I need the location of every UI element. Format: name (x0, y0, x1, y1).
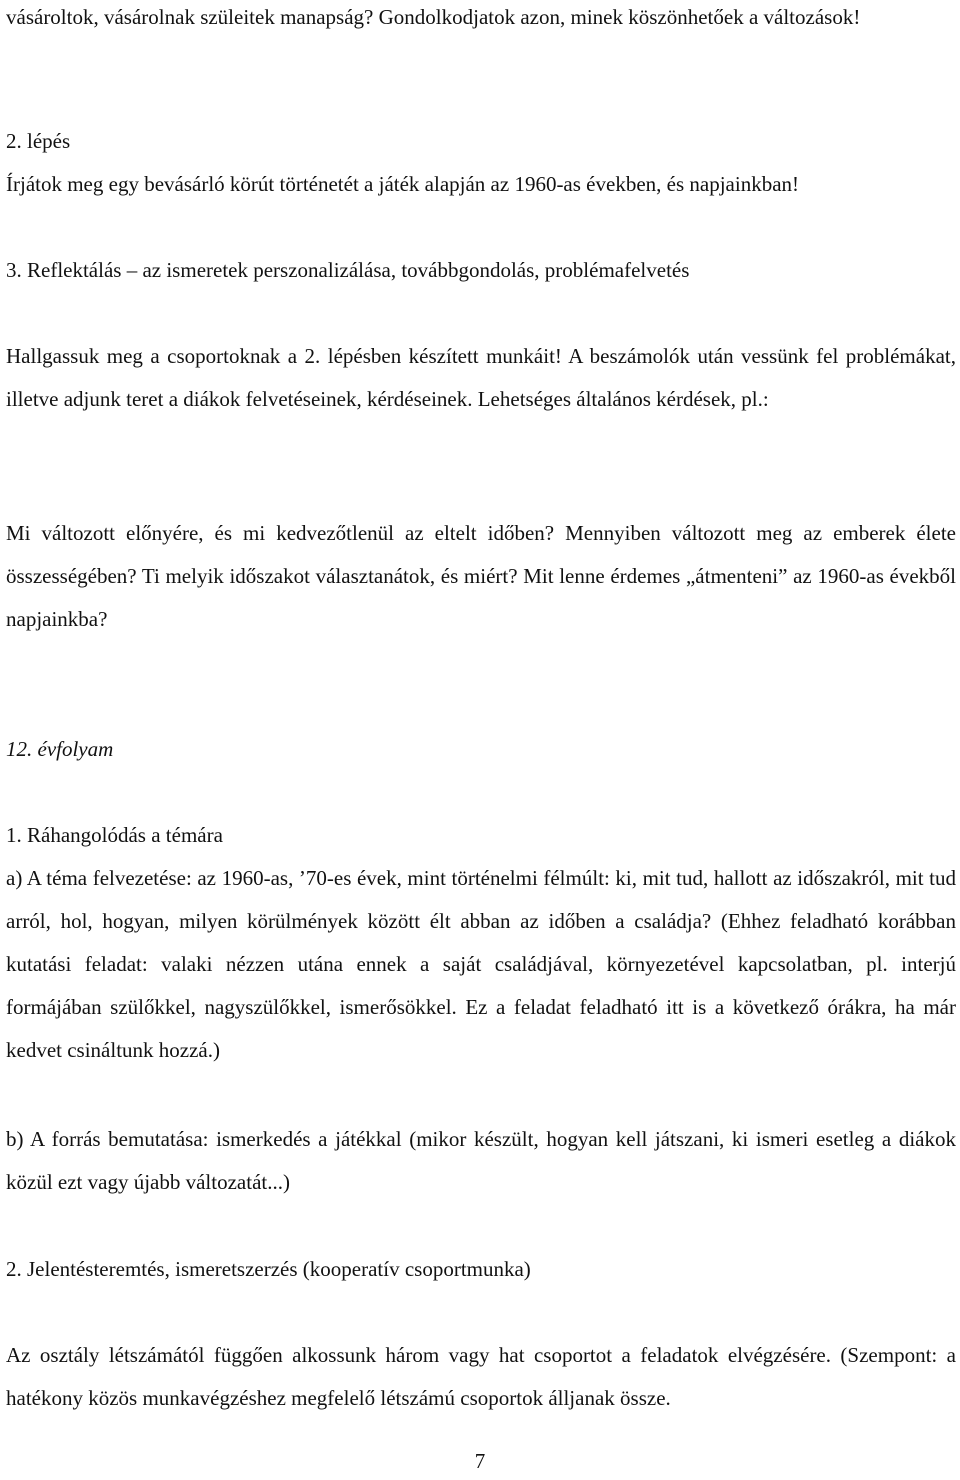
section3-heading: 3. Reflektálás – az ismeretek perszonalizálása, továbbgondolás, problémafelvetés (6, 258, 690, 282)
step2-heading: 2. lépés (6, 129, 71, 153)
item-b-paragraph: b) A forrás bemutatása: ismerkedés a játékkal (mikor készült, hogyan kell játszani, ki ismeri esetleg a diákok közül ezt vagy újabb változatát...) (6, 1127, 956, 1194)
section2-paragraph: Az osztály létszámától függően alkossunk három vagy hat csoportot a feladatok elvégzésére. (Szempont: a hatékony közös munkavégzéshez megfelelő létszámú csoportok álljanak össze. (6, 1343, 956, 1410)
step2-text: Írjátok meg egy bevásárló körút történetét a játék alapján az 1960-as években, és napjainkban! (6, 172, 800, 196)
section3-paragraph: Hallgassuk meg a csoportoknak a 2. lépésben készített munkáit! A beszámolók után vessünk fel problémákat, illetve adjunk teret a diákok felvetéseinek, kérdéseinek. Lehetséges általános kérdések, pl.: (6, 344, 956, 411)
section2-heading: 2. Jelentésteremtés, ismeretszerzés (kooperatív csoportmunka) (6, 1257, 531, 1281)
item-a-paragraph: a) A téma felvezetése: az 1960-as, ’70-es évek, mint történelmi félmúlt: ki, mit tud, hallott az időszakról, mit tud arról, hol, hogyan, milyen körülmények között élt abban az időben a családja? (Ehhez feladható korábban kutatási feladat: valaki nézzen utána ennek a saját családjával, környezetével kapcsolatban, pl. interjú formájában szülőkkel, nagyszülőkkel, ismerősökkel. Ez a feladat feladható itt is a következő órákra, ha már kedvet csináltunk hozzá.) (6, 866, 956, 1062)
intro-paragraph: vásároltok, vásárolnak szüleitek manapság? Gondolkodjatok azon, minek köszönhetőek a változások! (6, 5, 861, 29)
section1-heading: 1. Ráhangolódás a témára (6, 823, 223, 847)
grade-heading: 12. évfolyam (6, 737, 114, 761)
questions-paragraph: Mi változott előnyére, és mi kedvezőtlenül az eltelt időben? Mennyiben változott meg az emberek élete összességében? Ti melyik időszakot választanátok, és miért? Mit lenne érdemes „átmenteni” az 1960-as évekből napjainkba? (6, 521, 956, 631)
page-number: 7 (474, 1449, 486, 1473)
